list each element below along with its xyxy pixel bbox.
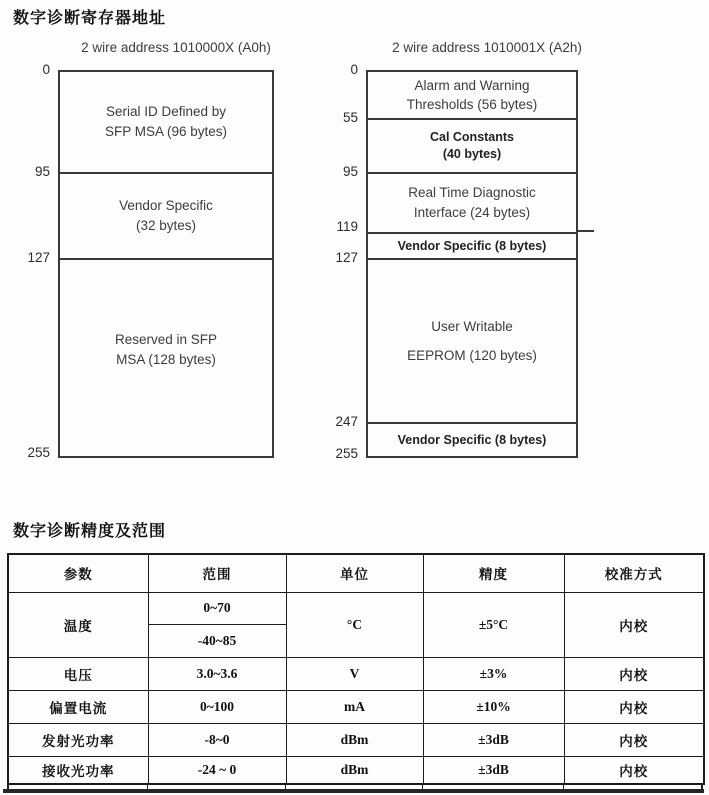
page-title-accuracy: 数字诊断精度及范围 [13,523,167,540]
cell-calibration: 内校 [564,690,704,723]
a2h-section-vendor-specific-1 [368,234,576,260]
section-label-line: MSA (128 bytes) [116,352,216,367]
cell-unit: dBm [286,723,423,756]
cell-param: 偏置电流 [8,690,148,723]
section-label-line: Serial ID Defined by [105,104,227,119]
section-label-line: Reserved in SFP [114,332,218,347]
section-label-line: Thresholds (56 bytes) [406,97,538,112]
page-title-registers: 数字诊断寄存器地址 [13,10,167,27]
a0h-address-label: 255 [27,445,50,460]
cell-accuracy: ±3dB [423,756,564,784]
column-header-unit: 单位 [286,554,423,592]
cell-range: -24 ~ 0 [148,756,286,784]
a2h-section-realtime-diagnostic [368,174,576,234]
accuracy-table [7,553,705,785]
a2h-address-label: 0 [350,62,358,77]
cell-range: 3.0~3.6 [148,657,286,690]
a2h-header: 2 wire address 1010001X (A2h) [392,40,582,55]
a2h-section-alarm-thresholds [368,72,576,120]
cell-range: 0~70 [148,592,286,624]
a2h-section-vendor-specific-2 [368,424,576,456]
cell-calibration: 内校 [564,756,704,784]
a0h-section-reserved [60,260,272,456]
section-label-line: Vendor Specific [119,198,213,213]
section-label-line: EEPROM (120 bytes) [407,348,537,363]
section-label-line: Vendor Specific (8 bytes) [397,238,547,253]
cell-accuracy: ±5°C [423,592,564,657]
column-header-range: 范围 [148,554,286,592]
cell-range: 0~100 [148,690,286,723]
cell-param: 温度 [8,592,148,657]
a2h-section-cal-constants [368,120,576,174]
cell-calibration: 内校 [564,592,704,657]
cell-range: -40~85 [148,624,286,657]
a0h-address-label: 127 [27,250,50,265]
a2h-address-label: 119 [336,219,358,234]
a2h-address-label: 95 [342,164,358,179]
section-label-line: Interface (24 bytes) [413,205,531,220]
cell-param: 接收光功率 [8,756,148,784]
table-row-bias-current [8,690,704,723]
a2h-address-label: 55 [342,110,358,125]
cell-accuracy: ±3% [423,657,564,690]
column-header-param: 参数 [8,554,148,592]
section-label-line: Vendor Specific (8 bytes) [397,432,547,447]
cell-param: 电压 [8,657,148,690]
a2h-address-label: 255 [335,446,358,461]
cell-calibration: 内校 [564,723,704,756]
table-row-temperature [8,592,704,624]
a2h-address-label: 127 [335,250,358,265]
cell-range: -8~0 [148,723,286,756]
section-label-line: Cal Constants [429,130,515,144]
table-header-row [8,554,704,592]
section-label-line: Real Time Diagnostic [408,185,536,200]
a0h-section-vendor-specific [60,174,272,260]
a0h-address-label: 95 [34,164,50,179]
section-label-line: User Writable [431,319,513,334]
a2h-section-user-eeprom [368,260,576,424]
cell-accuracy: ±10% [423,690,564,723]
page-bottom-rule [3,789,704,793]
table-row-tx-power [8,723,704,756]
a0h-header: 2 wire address 1010000X (A0h) [81,40,271,55]
cell-unit: dBm [286,756,423,784]
table-row-voltage [8,657,704,690]
cell-unit: mA [286,690,423,723]
cell-calibration: 内校 [564,657,704,690]
table-row-rx-power [8,756,704,784]
a2h-address-label: 247 [335,414,358,429]
section-label-line: SFP MSA (96 bytes) [104,124,228,139]
cell-unit: V [286,657,423,690]
column-header-calibration: 校准方式 [564,554,704,592]
cell-accuracy: ±3dB [423,723,564,756]
a0h-address-label: 0 [42,62,50,77]
section-label-line: Alarm and Warning [414,78,530,93]
cell-unit: °C [286,592,423,657]
a0h-box [58,70,274,458]
a0h-section-serial-id [60,72,272,174]
cell-param: 发射光功率 [8,723,148,756]
section-label-line: (32 bytes) [135,218,197,233]
divider-overshoot-line [576,230,594,232]
column-header-accuracy: 精度 [423,554,564,592]
section-label-line: (40 bytes) [442,147,502,161]
a2h-box [366,70,578,458]
